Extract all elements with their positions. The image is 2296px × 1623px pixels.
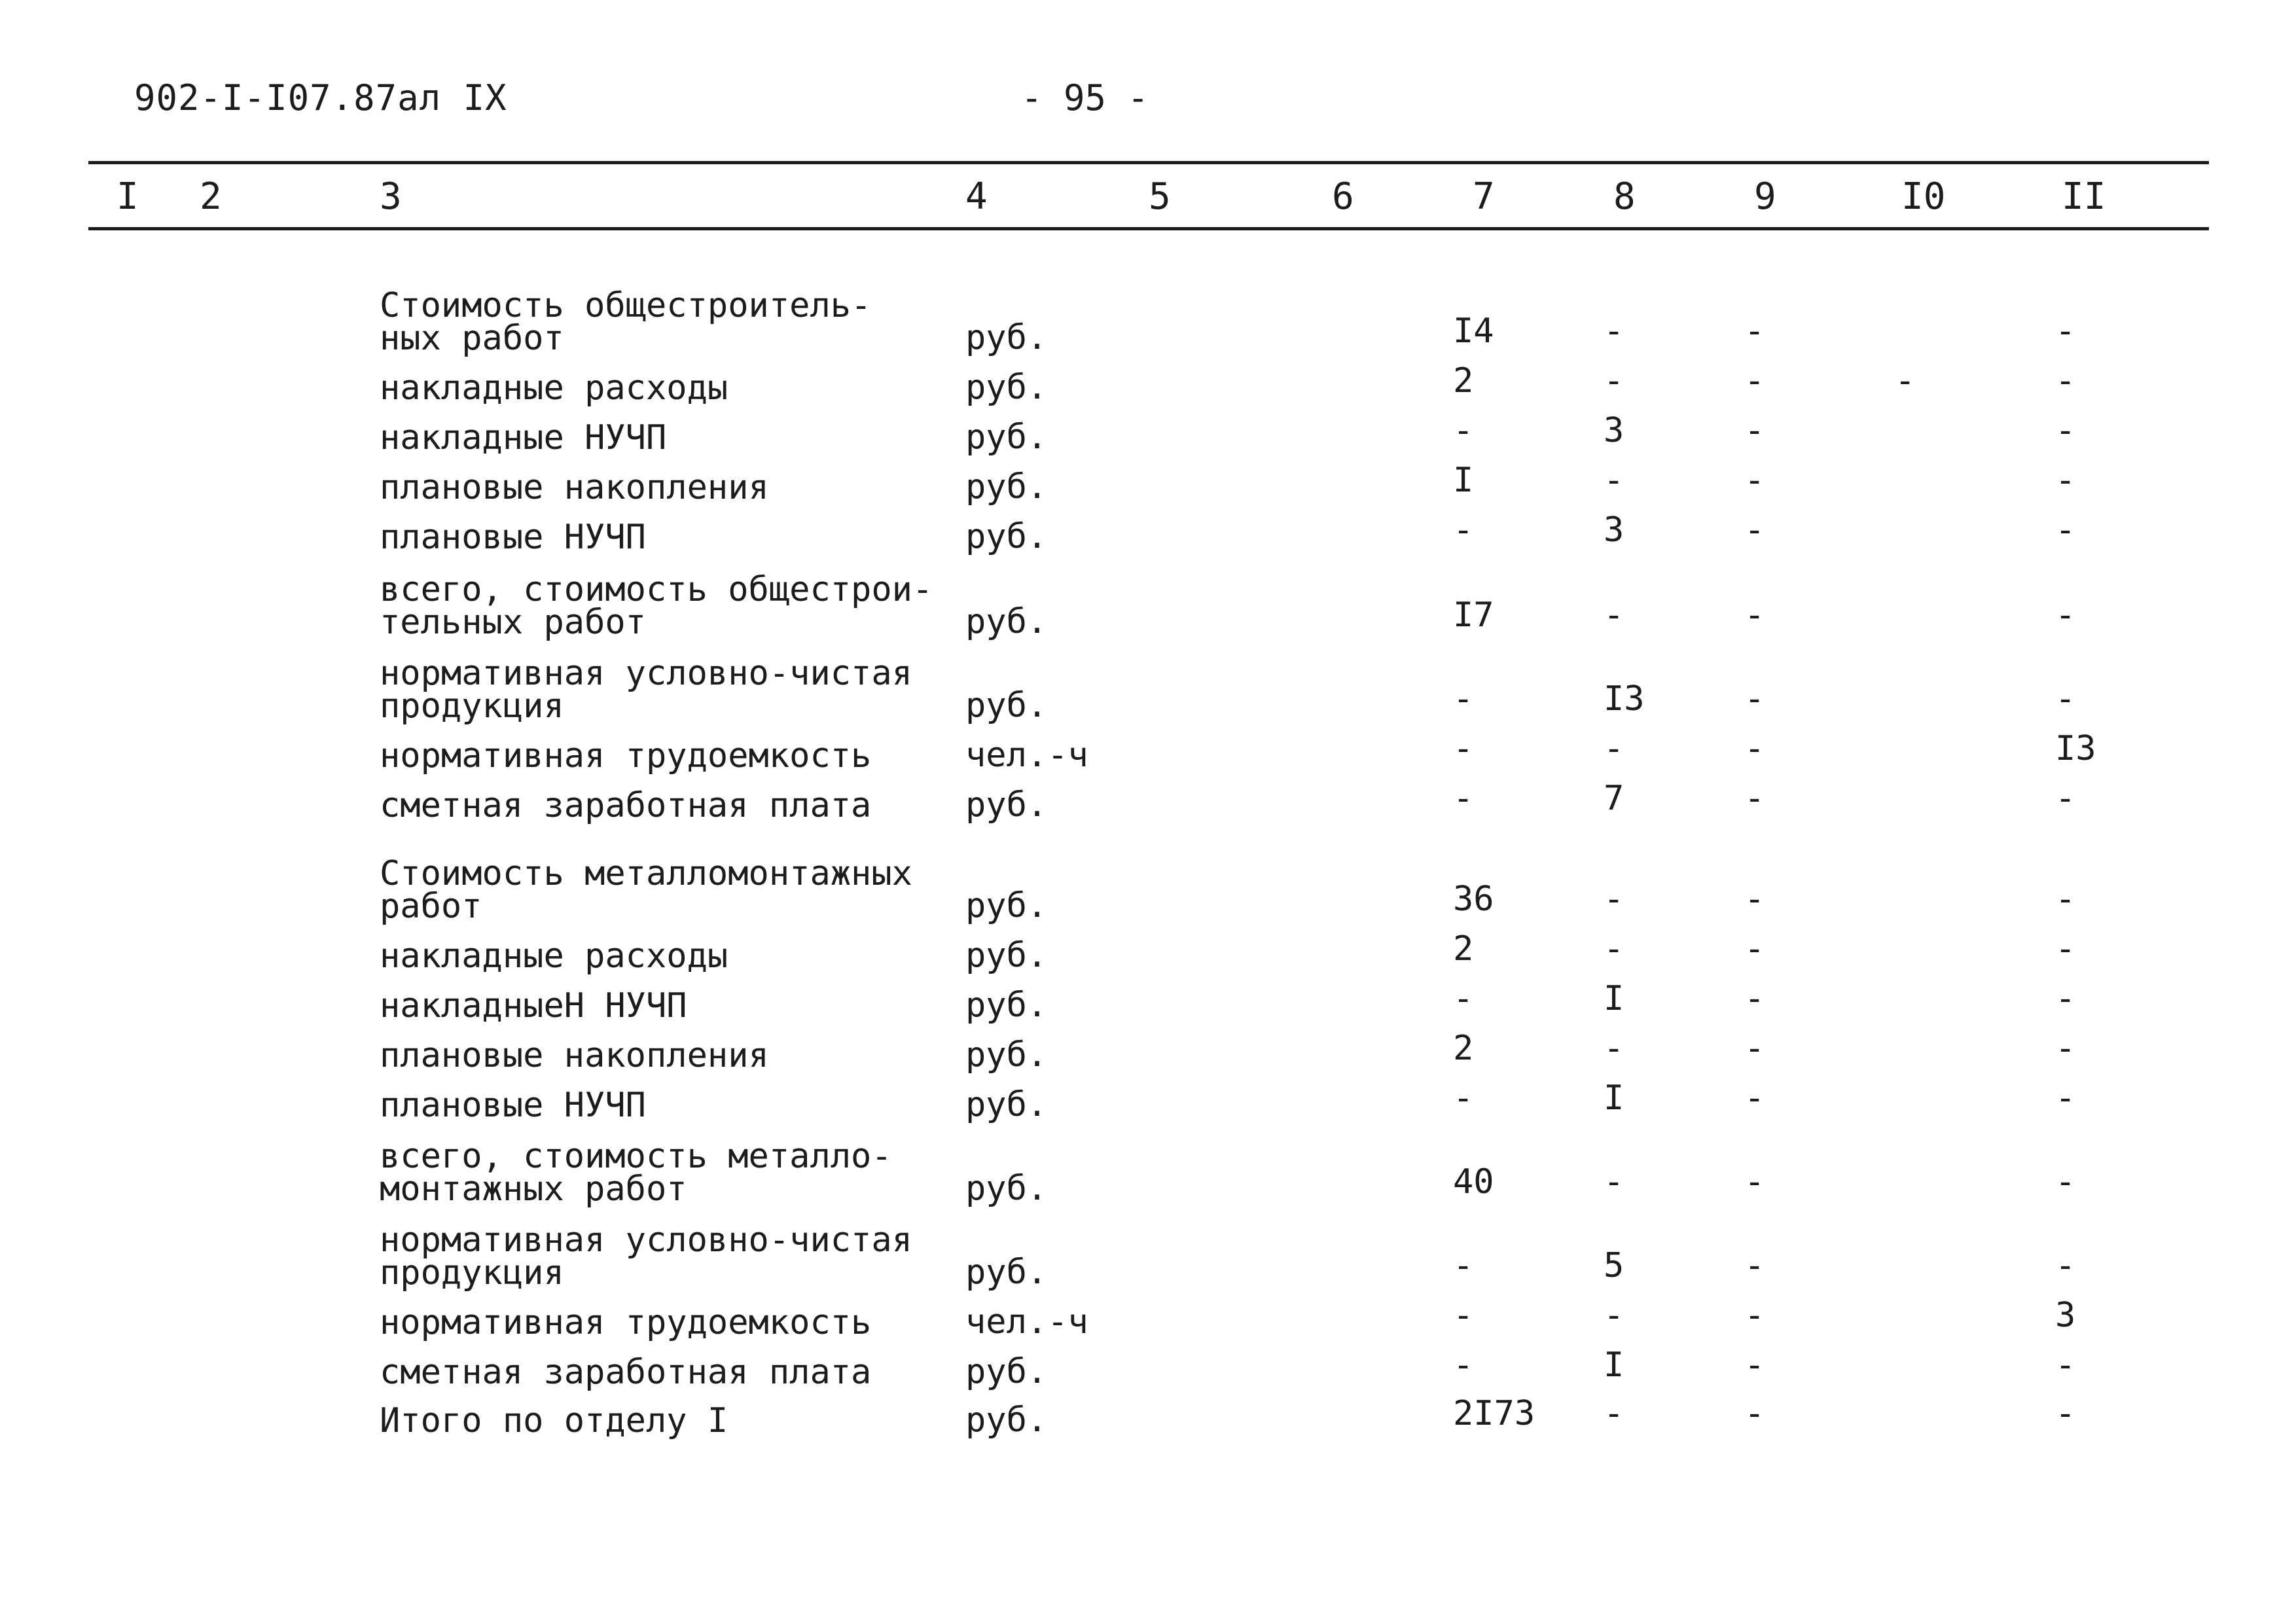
table-row — [0, 1394, 2296, 1442]
value-col-11: - — [2055, 779, 2076, 818]
item-unit: руб. — [965, 368, 1048, 407]
value-col-8: 3 — [1604, 510, 1624, 550]
item-name: нормативная условно-чистая продукция — [380, 654, 912, 726]
item-unit: руб. — [965, 1352, 1048, 1391]
value-col-7: - — [1453, 1346, 1474, 1385]
value-col-9: - — [1744, 979, 1765, 1018]
value-col-9: - — [1744, 679, 1765, 719]
value-col-11: - — [2055, 510, 2076, 550]
item-unit: руб. — [965, 602, 1048, 641]
column-header-4: 4 — [965, 175, 988, 218]
value-col-7: - — [1453, 679, 1474, 719]
value-col-8: - — [1604, 1394, 1624, 1433]
item-name: Стоимость общестроитель- ных работ — [380, 286, 872, 358]
item-name: нормативная трудоемкость — [380, 736, 872, 776]
value-col-7: - — [1453, 1079, 1474, 1118]
value-col-8: I — [1604, 1346, 1624, 1385]
item-unit: руб. — [965, 467, 1048, 507]
value-col-9: - — [1744, 312, 1765, 351]
value-col-11: - — [2055, 929, 2076, 969]
value-col-7: - — [1453, 779, 1474, 818]
table-row — [0, 854, 2296, 928]
value-col-11: - — [2055, 1246, 2076, 1285]
item-name: накладные расходы — [380, 368, 728, 408]
value-col-8: I — [1604, 1079, 1624, 1118]
column-header-7: 7 — [1473, 175, 1495, 218]
value-col-8: - — [1604, 1296, 1624, 1335]
value-col-7: 40 — [1453, 1162, 1494, 1202]
item-unit: руб. — [965, 517, 1048, 556]
column-header-5: 5 — [1149, 175, 1171, 218]
column-header-11: II — [2062, 175, 2106, 218]
value-col-9: - — [1744, 510, 1765, 550]
value-col-7: - — [1453, 1246, 1474, 1285]
item-name: нормативная трудоемкость — [380, 1303, 872, 1342]
value-col-8: - — [1604, 461, 1624, 500]
table-row — [0, 654, 2296, 728]
value-col-7: - — [1453, 411, 1474, 450]
value-col-11: - — [2055, 461, 2076, 500]
table-row — [0, 729, 2296, 777]
value-col-7: 2 — [1453, 1029, 1474, 1068]
value-col-8: - — [1604, 1029, 1624, 1068]
bottom-rule — [88, 227, 2209, 230]
column-header-10: I0 — [1901, 175, 1946, 218]
table-row — [0, 1029, 2296, 1077]
item-name: плановые НУЧП — [380, 518, 646, 557]
value-col-7: - — [1453, 979, 1474, 1018]
value-col-8: 5 — [1604, 1246, 1624, 1285]
document-code: 902-I-I07.87ал IX — [134, 77, 507, 118]
value-col-7: I4 — [1453, 312, 1494, 351]
value-col-11: I3 — [2055, 729, 2096, 768]
table-row — [0, 461, 2296, 509]
value-col-11: - — [2055, 361, 2076, 401]
column-header-8: 8 — [1613, 175, 1636, 218]
value-col-9: - — [1744, 1346, 1765, 1385]
item-name: нормативная условно-чистая продукция — [380, 1221, 912, 1293]
value-col-9: - — [1744, 1162, 1765, 1202]
value-col-9: - — [1744, 361, 1765, 401]
column-header-3: 3 — [380, 175, 402, 218]
value-col-9: - — [1744, 411, 1765, 450]
item-name: сметная заработная плата — [380, 1353, 872, 1392]
item-unit: руб. — [965, 1169, 1048, 1208]
value-col-8: - — [1604, 312, 1624, 351]
item-unit: руб. — [965, 318, 1048, 357]
value-col-8: - — [1604, 361, 1624, 401]
value-col-8: I — [1604, 979, 1624, 1018]
table-row — [0, 1137, 2296, 1211]
table-row — [0, 1079, 2296, 1127]
item-name: накладныеН НУЧП — [380, 986, 687, 1026]
table-row — [0, 779, 2296, 827]
value-col-8: 7 — [1604, 779, 1624, 818]
item-unit: руб. — [965, 785, 1048, 825]
column-header-6: 6 — [1332, 175, 1354, 218]
top-rule — [88, 161, 2209, 164]
column-header-2: 2 — [200, 175, 222, 218]
value-col-11: - — [2055, 1162, 2076, 1202]
value-col-7: I — [1453, 461, 1474, 500]
value-col-10: - — [1895, 361, 1916, 401]
value-col-11: - — [2055, 1079, 2076, 1118]
value-col-11: - — [2055, 1029, 2076, 1068]
value-col-11: - — [2055, 679, 2076, 719]
value-col-9: - — [1744, 461, 1765, 500]
value-col-11: - — [2055, 880, 2076, 919]
value-col-7: - — [1453, 729, 1474, 768]
table-row — [0, 510, 2296, 559]
item-unit: чел.-ч — [965, 736, 1088, 775]
item-unit: чел.-ч — [965, 1302, 1088, 1342]
item-unit: руб. — [965, 686, 1048, 725]
value-col-9: - — [1744, 1296, 1765, 1335]
item-unit: руб. — [965, 886, 1048, 925]
value-col-9: - — [1744, 1079, 1765, 1118]
item-name: всего, стоимость металло- монтажных работ — [380, 1137, 892, 1209]
item-name: Стоимость металломонтажных работ — [380, 854, 912, 926]
value-col-11: - — [2055, 1394, 2076, 1433]
value-col-9: - — [1744, 1394, 1765, 1433]
item-name: плановые накопления — [380, 468, 769, 507]
table-row — [0, 979, 2296, 1027]
value-col-11: - — [2055, 596, 2076, 635]
table-row — [0, 1296, 2296, 1344]
value-col-7: 2 — [1453, 361, 1474, 401]
value-col-9: - — [1744, 880, 1765, 919]
item-unit: руб. — [965, 1253, 1048, 1292]
item-unit: руб. — [965, 1400, 1048, 1440]
table-row — [0, 570, 2296, 644]
value-col-8: - — [1604, 1162, 1624, 1202]
value-col-8: - — [1604, 929, 1624, 969]
value-col-11: - — [2055, 979, 2076, 1018]
value-col-9: - — [1744, 596, 1765, 635]
item-unit: руб. — [965, 936, 1048, 975]
item-name: плановые накопления — [380, 1036, 769, 1075]
item-name: накладные НУЧП — [380, 418, 667, 457]
value-col-11: - — [2055, 411, 2076, 450]
table-row — [0, 411, 2296, 459]
column-header-9: 9 — [1754, 175, 1776, 218]
value-col-8: 3 — [1604, 411, 1624, 450]
item-name: накладные расходы — [380, 936, 728, 976]
value-col-7: - — [1453, 1296, 1474, 1335]
value-col-8: - — [1604, 880, 1624, 919]
value-col-9: - — [1744, 1246, 1765, 1285]
value-col-7: 36 — [1453, 880, 1494, 919]
table-row — [0, 361, 2296, 410]
value-col-9: - — [1744, 779, 1765, 818]
value-col-9: - — [1744, 729, 1765, 768]
item-name: плановые НУЧП — [380, 1086, 646, 1125]
value-col-11: - — [2055, 1346, 2076, 1385]
table-row — [0, 1221, 2296, 1294]
value-col-8: - — [1604, 729, 1624, 768]
item-name: Итого по отделу I — [380, 1401, 728, 1440]
item-unit: руб. — [965, 1085, 1048, 1124]
value-col-11: 3 — [2055, 1296, 2076, 1335]
value-col-8: I3 — [1604, 679, 1645, 719]
value-col-7: 2 — [1453, 929, 1474, 969]
table-row — [0, 1346, 2296, 1394]
value-col-7: I7 — [1453, 596, 1494, 635]
value-col-7: - — [1453, 510, 1474, 550]
value-col-9: - — [1744, 1029, 1765, 1068]
item-name: сметная заработная плата — [380, 786, 872, 825]
table-row — [0, 286, 2296, 360]
page-number: - 95 - — [1021, 77, 1149, 118]
item-unit: руб. — [965, 986, 1048, 1025]
item-unit: руб. — [965, 1035, 1048, 1075]
value-col-8: - — [1604, 596, 1624, 635]
item-unit: руб. — [965, 418, 1048, 457]
value-col-7: 2I73 — [1453, 1394, 1535, 1433]
table-row — [0, 929, 2296, 978]
item-name: всего, стоимость общестрои- тельных работ — [380, 570, 933, 642]
value-col-11: - — [2055, 312, 2076, 351]
value-col-9: - — [1744, 929, 1765, 969]
column-header-1: I — [117, 175, 139, 218]
